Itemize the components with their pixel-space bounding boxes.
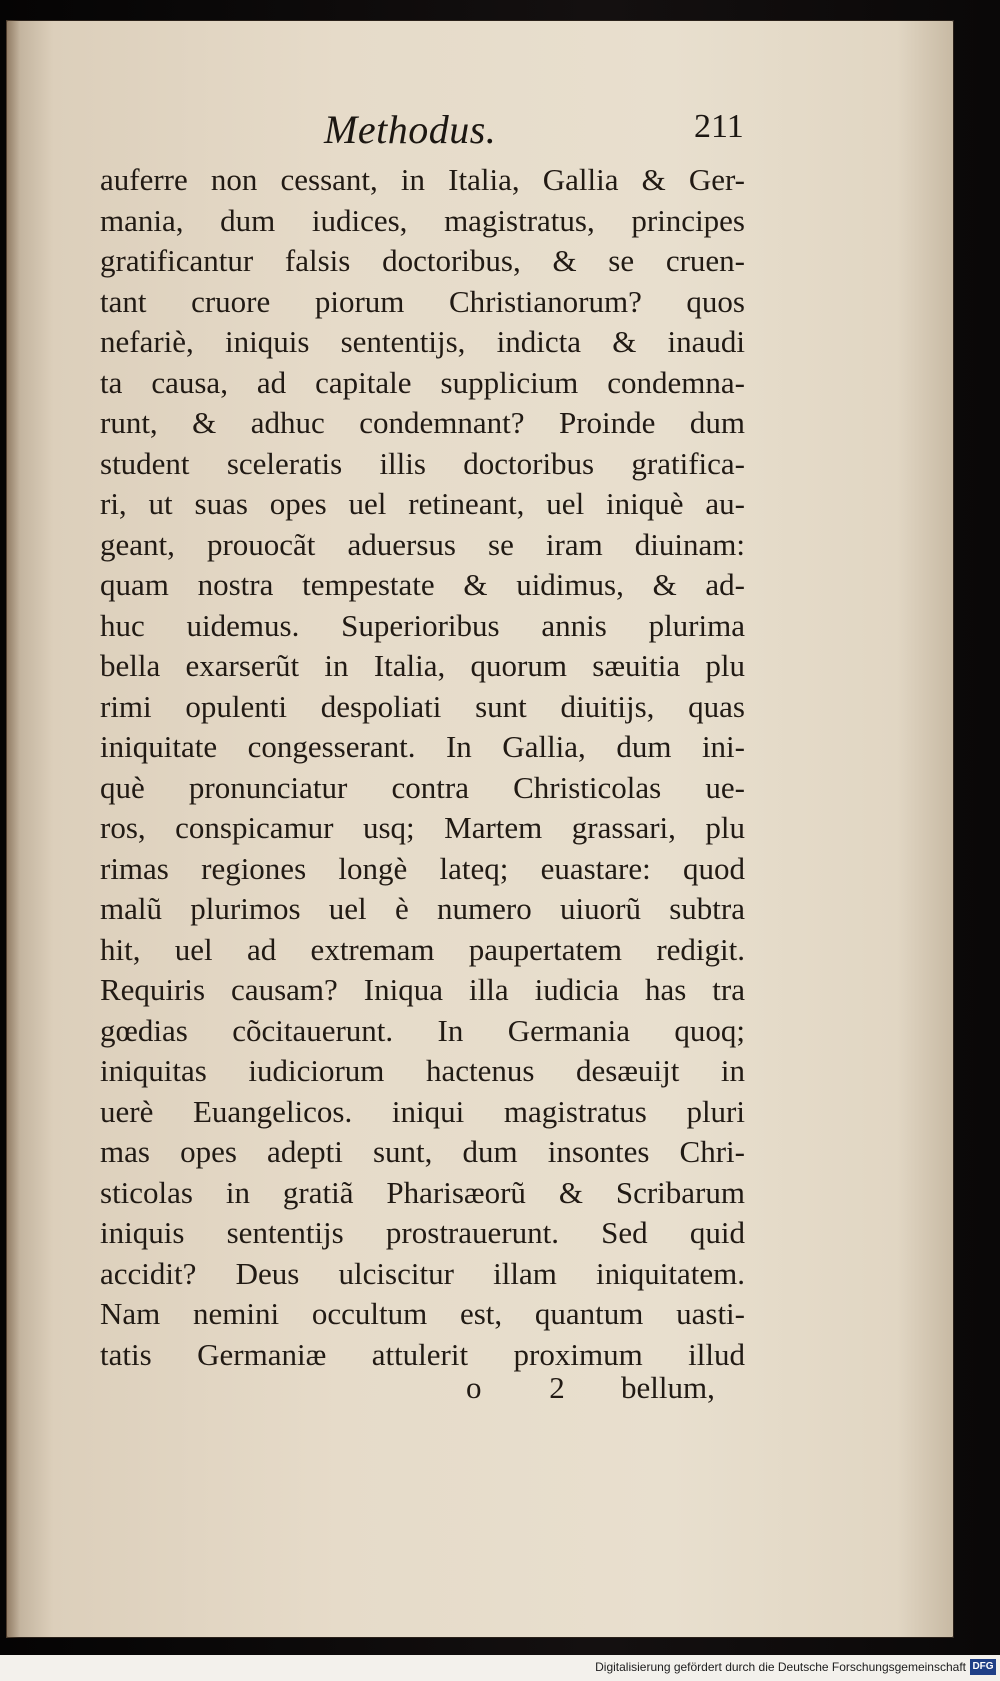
text-line: tant cruore piorum Christianorum? quos: [100, 283, 745, 319]
page-header: [6, 106, 954, 156]
text-line: huc uidemus. Superioribus annis plurima: [100, 607, 745, 643]
dfg-logo-icon: DFG: [970, 1659, 996, 1675]
text-line: gratificantur falsis doctoribus, & se cruen-: [100, 243, 745, 278]
text-line: gœdias cõcitauerunt. In Germania quoq;: [100, 1012, 745, 1048]
text-line: tatis Germaniæ attulerit proximum illud: [100, 1336, 745, 1372]
signature-mark: o 2: [466, 1370, 595, 1405]
text-line: quam nostra tempestate & uidimus, & ad-: [100, 567, 745, 602]
text-line: ri, ut suas opes uel retineant, uel iniquè au-: [100, 486, 745, 521]
text-line: iniquitas iudiciorum hactenus desæuijt in: [100, 1053, 745, 1088]
text-line: uerè Euangelicos. iniqui magistratus pluri: [100, 1093, 745, 1129]
text-line: què pronunciatur contra Christicolas ue-: [100, 769, 745, 805]
text-line: malũ plurimos uel è numero uiuorũ subtra: [100, 891, 745, 926]
text-line: hit, uel ad extremam paupertatem redigit.: [100, 931, 745, 967]
text-line: auferre non cessant, in Italia, Gallia & Ger-: [100, 162, 745, 197]
body-text: [100, 160, 745, 1375]
text-line: ta causa, ad capitale supplicium condemna-: [100, 364, 745, 400]
page-footer: [6, 1370, 954, 1414]
running-title: Methodus.: [324, 107, 497, 152]
text-line: ros, conspicamur usq; Martem grassari, plu: [100, 810, 745, 845]
text-line: geant, prouocãt aduersus se iram diuinam:: [100, 526, 745, 562]
text-line: rimas regiones longè lateq; euastare: quod: [100, 850, 745, 886]
text-line: Requiris causam? Iniqua illa iudicia has tra: [100, 972, 745, 1007]
text-line: sticolas in gratiã Pharisæorũ & Scribarum: [100, 1174, 745, 1210]
text-line: rimi opulenti despoliati sunt diuitijs, quas: [100, 688, 745, 724]
book-page: [6, 20, 954, 1638]
digitization-credit-bar: [0, 1655, 1000, 1681]
text-line: bella exarserũt in Italia, quorum sæuitia plu: [100, 648, 745, 683]
text-line: student sceleratis illis doctoribus gratifica-: [100, 445, 745, 481]
text-line: iniquis sententijs prostrauerunt. Sed quid: [100, 1215, 745, 1250]
text-line: runt, & adhuc condemnant? Proinde dum: [100, 405, 745, 440]
text-line: Nam nemini occultum est, quantum uasti-: [100, 1296, 745, 1331]
text-line: nefariè, iniquis sententijs, indicta & inaudi: [100, 324, 745, 359]
catchword: bellum,: [621, 1370, 715, 1405]
text-line: mas opes adepti sunt, dum insontes Chri-: [100, 1134, 745, 1169]
text-line: mania, dum iudices, magistratus, principes: [100, 202, 745, 238]
page-number: 211: [694, 108, 744, 145]
text-line: accidit? Deus ulciscitur illam iniquitatem.: [100, 1255, 745, 1291]
text-line: iniquitate congesserant. In Gallia, dum ini-: [100, 729, 745, 764]
credit-text: Digitalisierung gefördert durch die Deutsche Forschungsgemeinschaft: [595, 1660, 966, 1674]
